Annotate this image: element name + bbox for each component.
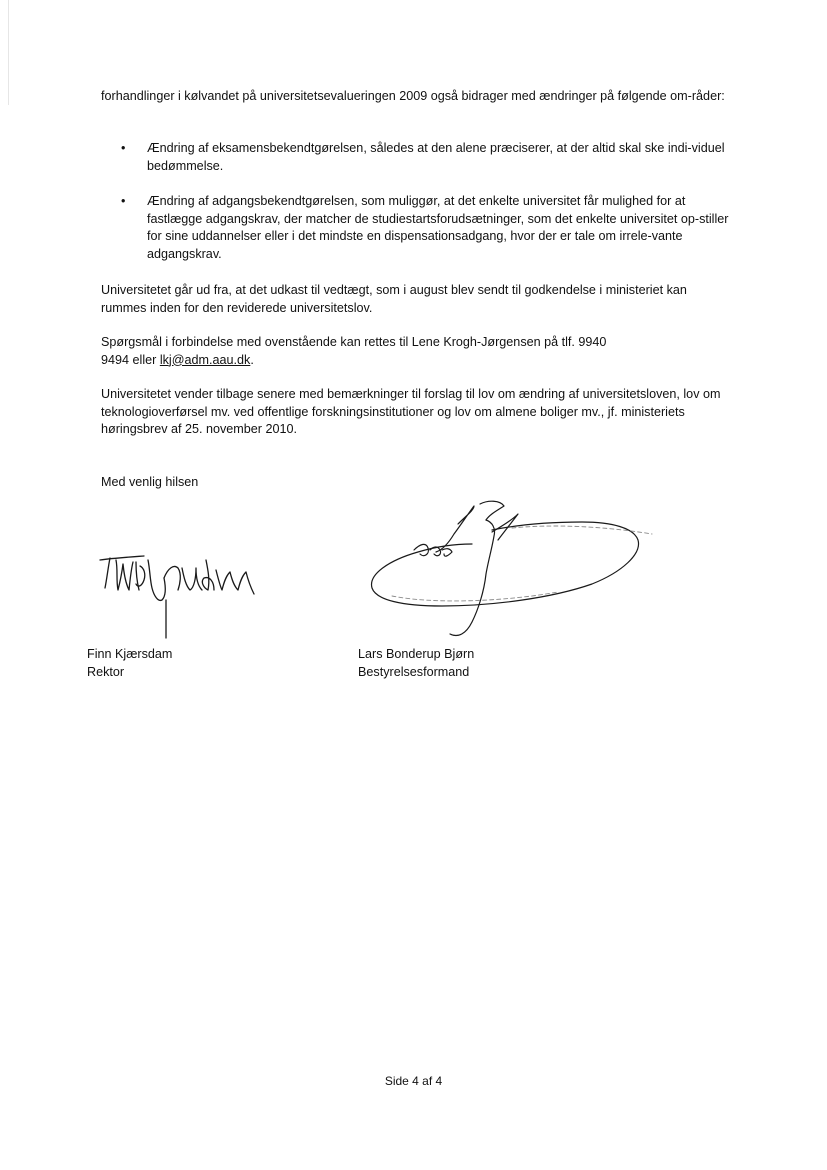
questions-line-1: Spørgsmål i forbindelse med ovenstående kan rettes til Lene Krogh-Jørgensen på tlf. 9940 [101,335,607,349]
return-paragraph: Universitetet vender tilbage senere med bemærkninger til forslag til lov om ændring af universitetsloven, lov om teknologioverførsel mv. ved offentlige forskningsinstitutioner og lov om almene boliger mv., jf. ministeriets høringsbrev af 25. november 2010. [101,387,721,437]
questions-line-2-suffix: . [250,352,254,367]
contact-email-link[interactable]: lkj@adm.aau.dk [159,352,251,367]
bullet-marker: • [121,194,126,208]
scan-margin-line [8,0,9,105]
signatory-block-chairman [358,646,474,681]
draft-paragraph: Universitetet går ud fra, at det udkast til vedtægt, som i august blev sendt til godkendelse i ministeriet kan rummes inden for den reviderede universitetslov. [101,283,687,315]
bullet-text: Ændring af eksamensbekendtgørelsen, således at den alene præciserer, at der altid skal ske indi-viduel bedømmelse. [147,141,725,173]
signatory-name: Finn Kjærsdam [87,647,173,661]
bullet-text: Ændring af adgangsbekendtgørelsen, som muliggør, at det enkelte universitet får mulighed for at fastlægge adgangskrav, der matcher de studiestartsforudsætninger, som det enkelte universitet op-stiller for sine uddannelser eller i det mindste en dispensationsadgang, hvor der er tale om irrele-vante adgangskrav. [147,194,729,261]
questions-paragraph [101,334,731,369]
rector-signature-image [92,538,267,644]
page-number-footer: Side 4 af 4 [384,1074,443,1088]
chairman-signature-image [362,492,662,638]
signatory-title: Rektor [87,664,125,679]
signatory-title: Bestyrelsesformand [358,664,470,679]
intro-paragraph: forhandlinger i kølvandet på universitetsevalueringen 2009 også bidrager med ændringer på følgende om-råder: [101,89,725,103]
questions-line-2-prefix: 9494 eller [101,352,160,367]
closing-greeting: Med venlig hilsen [101,475,199,489]
signatory-block-rector [87,646,172,681]
bullet-marker: • [121,141,126,155]
signatory-name: Lars Bonderup Bjørn [358,647,475,661]
